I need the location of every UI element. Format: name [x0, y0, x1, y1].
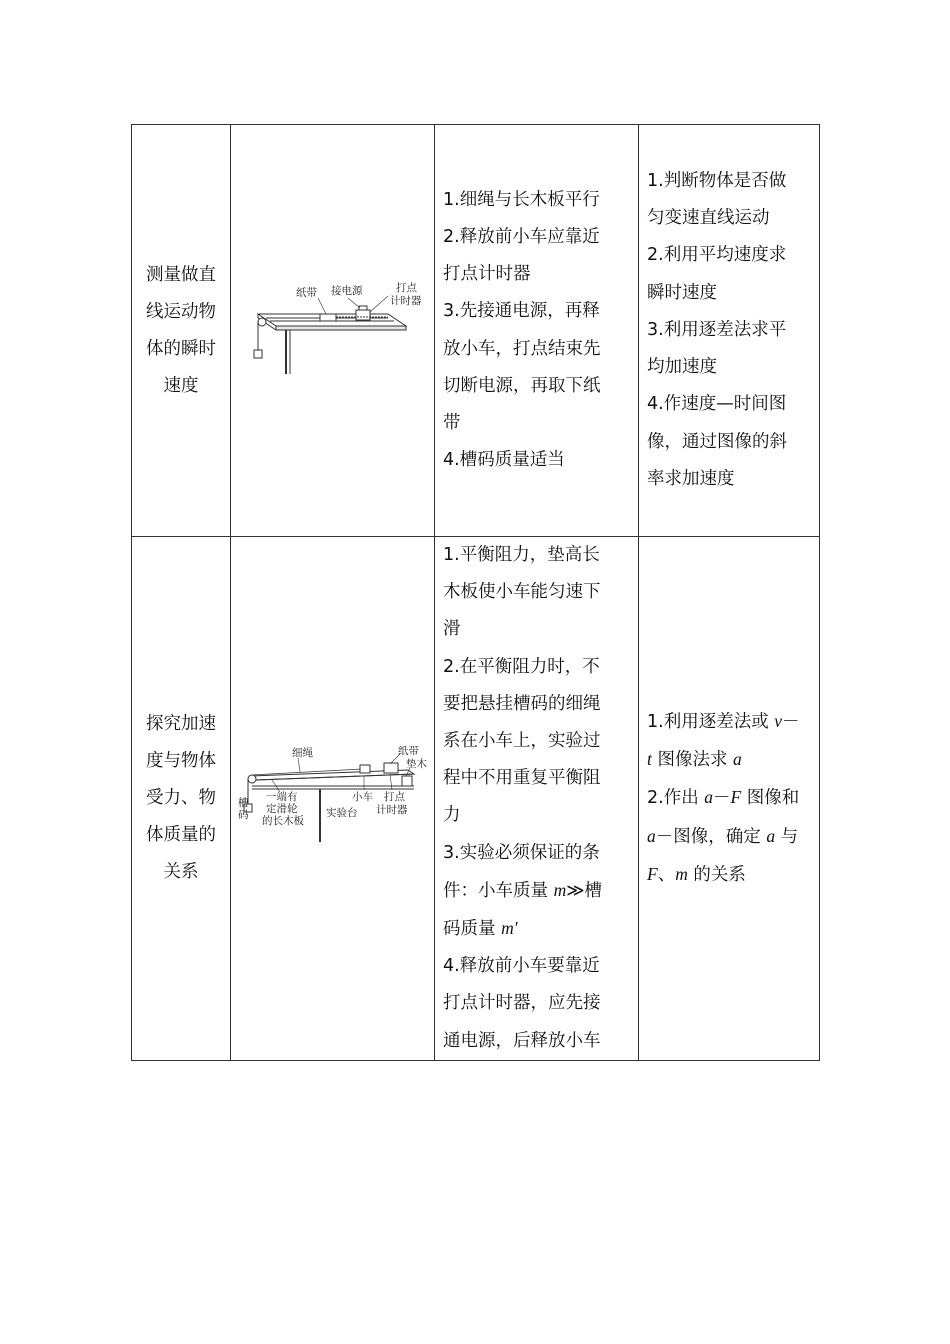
- apparatus-diagram: [231, 537, 435, 1061]
- acceleration-apparatus-illustration: [238, 746, 428, 846]
- label-board-2: 定滑轮: [265, 803, 297, 816]
- label-pad-block: 垫木: [405, 758, 427, 771]
- label-paper-tape: 纸带: [295, 286, 317, 299]
- label-power-supply: 接电源: [330, 284, 362, 297]
- label-rope: 细绳: [291, 747, 313, 760]
- label-board-1: 一端有: [265, 791, 297, 804]
- label-timer-2: 计时器: [389, 294, 421, 307]
- experiment-name: 探究加速 度与物体 受力、物 体质量的 关系: [132, 537, 231, 1061]
- label-weight-2: 码: [237, 809, 248, 822]
- velocity-apparatus-illustration: [238, 282, 428, 382]
- experiment-table: [131, 124, 820, 1061]
- experiment-notes: 1.细绳与长木板平行 2.释放前小车应靠近 打点计时器 3.先接通电源，再释 放小车，打点结束先 切断电源，再取下纸 带 4.槽码质量适当: [435, 125, 639, 537]
- table-row: [132, 125, 820, 537]
- label-board-3: 的长木板: [261, 815, 304, 828]
- label-cart: 小车: [351, 791, 373, 804]
- label-timer-1: 打点: [383, 791, 405, 804]
- experiment-name: 测量做直 线运动物 体的瞬时 速度: [132, 125, 231, 537]
- experiment-notes: 1.平衡阻力，垫高长 木板使小车能匀速下 滑 2.在平衡阻力时，不 要把悬挂槽码的细绳 系在小车上，实验过 程中不用重复平衡阻 力 3.实验必须保证的条 件：小车质量 m≫槽 码质量 m′ 4.释放前小车要靠近 打点计时器，应先接 通电源，后释放小车: [435, 537, 639, 1061]
- data-processing: 1.利用逐差法或 v－ t 图像法求 a 2.作出 a－F 图像和 a－图像，确定 a 与 F、m 的关系: [639, 537, 820, 1061]
- label-paper-tape: 纸带: [397, 746, 419, 758]
- label-bench: 实验台: [325, 807, 357, 820]
- label-weight-1: 槽: [237, 797, 248, 810]
- apparatus-diagram: [231, 125, 435, 537]
- label-timer-1: 打点: [395, 281, 417, 294]
- data-processing: 1.判断物体是否做 匀变速直线运动 2.利用平均速度求 瞬时速度 3.利用逐差法求平 均加速度 4.作速度—时间图 像，通过图像的斜 率求加速度: [639, 125, 820, 537]
- table-row: [132, 537, 820, 1061]
- label-timer-2: 计时器: [375, 804, 407, 817]
